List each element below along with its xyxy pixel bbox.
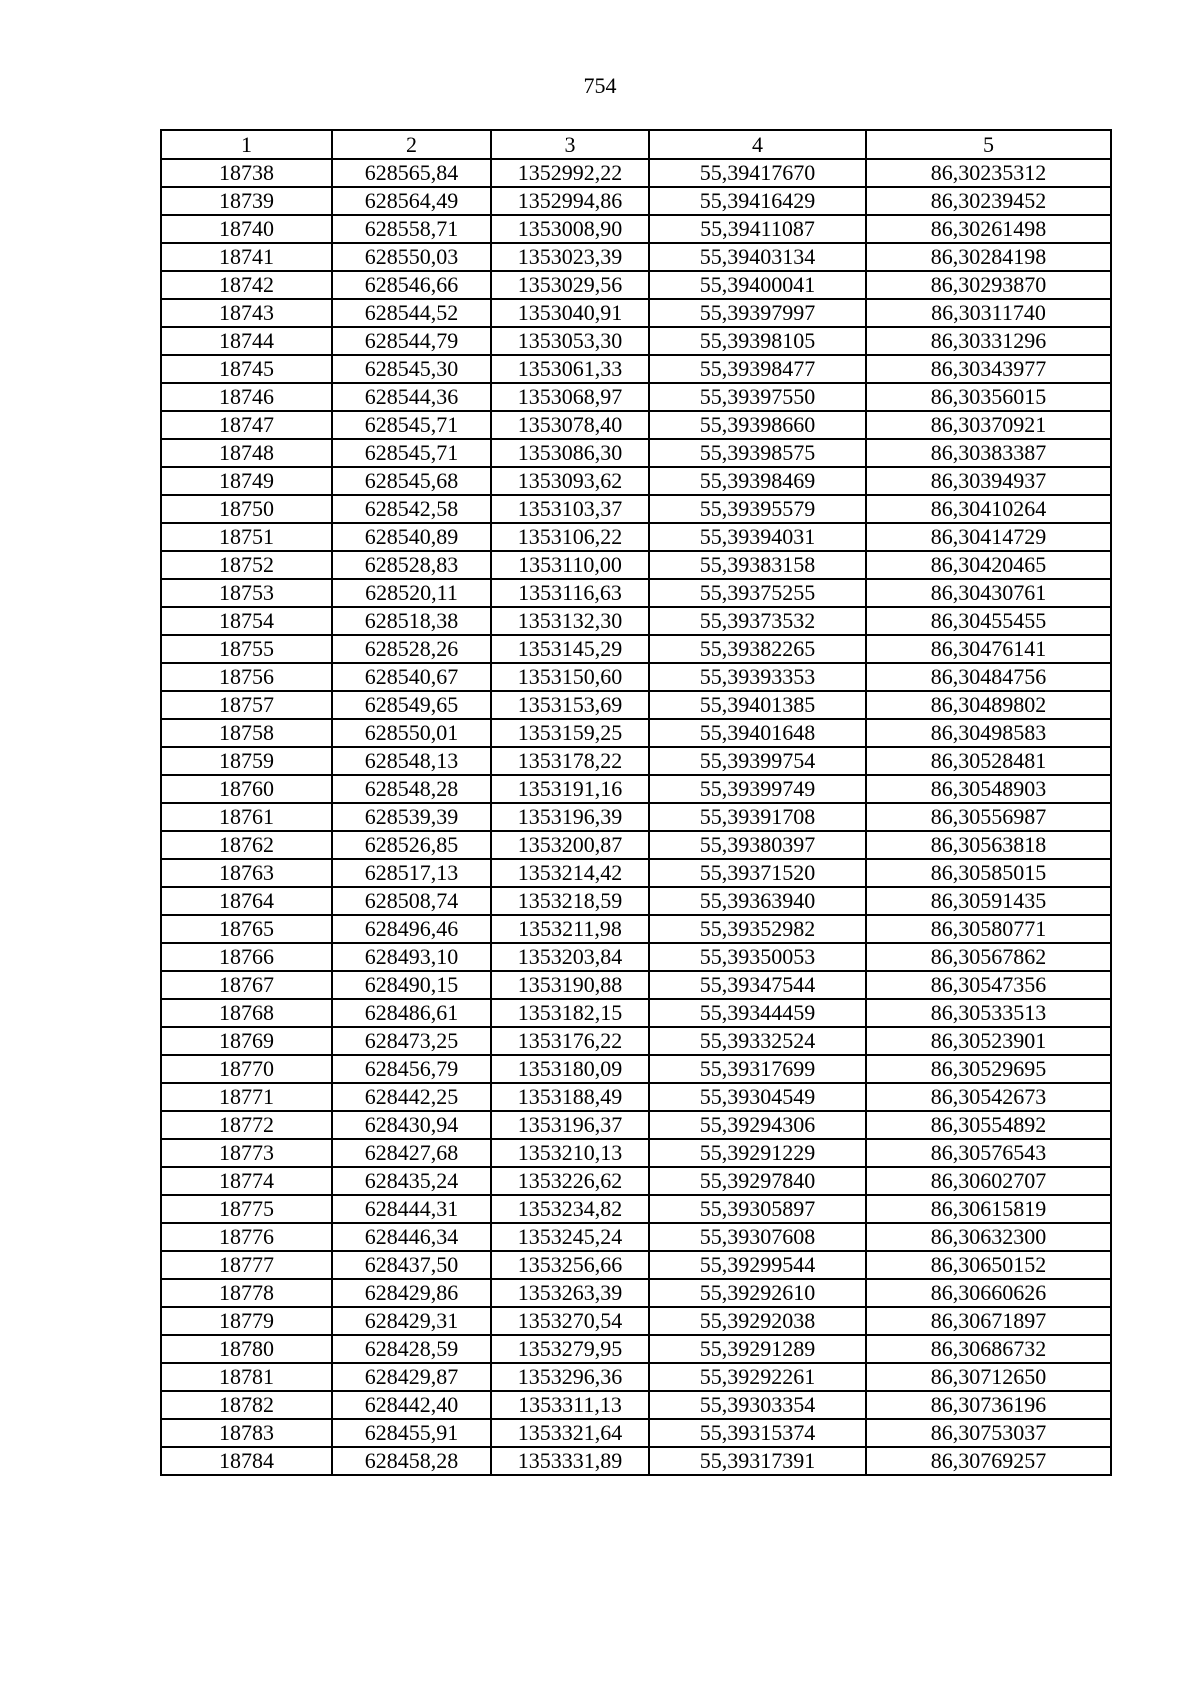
table-cell-col-5: 86,30383387 (866, 439, 1111, 467)
table-cell-col-5: 86,30410264 (866, 495, 1111, 523)
table-row (161, 915, 1111, 943)
table-cell-col-2: 628528,83 (332, 551, 491, 579)
table-cell-col-5: 86,30484756 (866, 663, 1111, 691)
table-cell-col-1: 18762 (161, 831, 332, 859)
table-cell-col-3: 1353068,97 (491, 383, 649, 411)
table-cell-col-4: 55,39403134 (649, 243, 866, 271)
table-cell-col-1: 18743 (161, 299, 332, 327)
table-cell-col-2: 628428,59 (332, 1335, 491, 1363)
table-cell-col-3: 1353210,13 (491, 1139, 649, 1167)
table-row (161, 1167, 1111, 1195)
table-cell-col-3: 1353263,39 (491, 1279, 649, 1307)
table-cell-col-5: 86,30556987 (866, 803, 1111, 831)
table-cell-col-2: 628545,71 (332, 411, 491, 439)
table-row (161, 439, 1111, 467)
table-cell-col-5: 86,30548903 (866, 775, 1111, 803)
table-cell-col-4: 55,39332524 (649, 1027, 866, 1055)
table-cell-col-1: 18739 (161, 187, 332, 215)
table-cell-col-4: 55,39411087 (649, 215, 866, 243)
table-row (161, 243, 1111, 271)
table-cell-col-1: 18751 (161, 523, 332, 551)
table-cell-col-1: 18754 (161, 607, 332, 635)
table-cell-col-2: 628493,10 (332, 943, 491, 971)
table-cell-col-5: 86,30542673 (866, 1083, 1111, 1111)
table-cell-col-1: 18757 (161, 691, 332, 719)
table-cell-col-1: 18744 (161, 327, 332, 355)
table-body (161, 159, 1111, 1475)
table-cell-col-5: 86,30528481 (866, 747, 1111, 775)
table-row (161, 579, 1111, 607)
table-cell-col-1: 18772 (161, 1111, 332, 1139)
table-row (161, 551, 1111, 579)
table-cell-col-4: 55,39398477 (649, 355, 866, 383)
table-cell-col-4: 55,39291229 (649, 1139, 866, 1167)
table-cell-col-2: 628540,89 (332, 523, 491, 551)
table-cell-col-4: 55,39350053 (649, 943, 866, 971)
table-row (161, 1391, 1111, 1419)
table-cell-col-3: 1353226,62 (491, 1167, 649, 1195)
table-cell-col-3: 1353008,90 (491, 215, 649, 243)
table-cell-col-1: 18753 (161, 579, 332, 607)
table-cell-col-5: 86,30370921 (866, 411, 1111, 439)
table-cell-col-5: 86,30394937 (866, 467, 1111, 495)
table-cell-col-1: 18781 (161, 1363, 332, 1391)
table-cell-col-1: 18746 (161, 383, 332, 411)
table-cell-col-2: 628558,71 (332, 215, 491, 243)
table-row (161, 159, 1111, 187)
table-cell-col-4: 55,39292261 (649, 1363, 866, 1391)
table-row (161, 523, 1111, 551)
table-cell-col-2: 628442,25 (332, 1083, 491, 1111)
table-row (161, 663, 1111, 691)
table-cell-col-5: 86,30455455 (866, 607, 1111, 635)
table-cell-col-4: 55,39399749 (649, 775, 866, 803)
table-row (161, 999, 1111, 1027)
table-cell-col-1: 18773 (161, 1139, 332, 1167)
table-cell-col-5: 86,30261498 (866, 215, 1111, 243)
table-cell-col-1: 18738 (161, 159, 332, 187)
table-cell-col-1: 18756 (161, 663, 332, 691)
table-cell-col-4: 55,39303354 (649, 1391, 866, 1419)
table-cell-col-1: 18758 (161, 719, 332, 747)
table-cell-col-4: 55,39397550 (649, 383, 866, 411)
table-cell-col-3: 1353116,63 (491, 579, 649, 607)
table-cell-col-2: 628545,68 (332, 467, 491, 495)
table-cell-col-3: 1353086,30 (491, 439, 649, 467)
table-cell-col-5: 86,30523901 (866, 1027, 1111, 1055)
table-cell-col-3: 1353311,13 (491, 1391, 649, 1419)
table-cell-col-2: 628455,91 (332, 1419, 491, 1447)
table-cell-col-1: 18750 (161, 495, 332, 523)
table-cell-col-4: 55,39291289 (649, 1335, 866, 1363)
table-cell-col-4: 55,39398660 (649, 411, 866, 439)
table-cell-col-1: 18745 (161, 355, 332, 383)
table-cell-col-2: 628429,87 (332, 1363, 491, 1391)
table-cell-col-5: 86,30567862 (866, 943, 1111, 971)
table-cell-col-4: 55,39395579 (649, 495, 866, 523)
table-cell-col-4: 55,39315374 (649, 1419, 866, 1447)
table-row (161, 1447, 1111, 1475)
table-cell-col-1: 18782 (161, 1391, 332, 1419)
table-cell-col-2: 628528,26 (332, 635, 491, 663)
table-cell-col-1: 18766 (161, 943, 332, 971)
table-row (161, 971, 1111, 999)
table-cell-col-1: 18764 (161, 887, 332, 915)
table-cell-col-2: 628544,52 (332, 299, 491, 327)
table-cell-col-3: 1353182,15 (491, 999, 649, 1027)
table-cell-col-3: 1353234,82 (491, 1195, 649, 1223)
table-row (161, 1223, 1111, 1251)
table-cell-col-4: 55,39352982 (649, 915, 866, 943)
table-cell-col-2: 628548,13 (332, 747, 491, 775)
table-cell-col-4: 55,39394031 (649, 523, 866, 551)
table-cell-col-4: 55,39398105 (649, 327, 866, 355)
table-row (161, 1419, 1111, 1447)
column-header-2: 2 (332, 130, 491, 159)
table-cell-col-2: 628548,28 (332, 775, 491, 803)
table-cell-col-3: 1353321,64 (491, 1419, 649, 1447)
table-cell-col-2: 628526,85 (332, 831, 491, 859)
table-cell-col-4: 55,39391708 (649, 803, 866, 831)
column-header-4: 4 (649, 130, 866, 159)
table-cell-col-2: 628490,15 (332, 971, 491, 999)
table-cell-col-4: 55,39299544 (649, 1251, 866, 1279)
table-cell-col-1: 18775 (161, 1195, 332, 1223)
table-cell-col-5: 86,30753037 (866, 1419, 1111, 1447)
table-cell-col-3: 1353103,37 (491, 495, 649, 523)
table-cell-col-2: 628427,68 (332, 1139, 491, 1167)
table-row (161, 943, 1111, 971)
table-row (161, 1251, 1111, 1279)
table-cell-col-2: 628544,36 (332, 383, 491, 411)
table-cell-col-2: 628520,11 (332, 579, 491, 607)
table-cell-col-5: 86,30671897 (866, 1307, 1111, 1335)
table-cell-col-4: 55,39317391 (649, 1447, 866, 1475)
table-cell-col-5: 86,30554892 (866, 1111, 1111, 1139)
table-cell-col-2: 628435,24 (332, 1167, 491, 1195)
table-cell-col-3: 1353270,54 (491, 1307, 649, 1335)
table-row (161, 327, 1111, 355)
table-cell-col-5: 86,30311740 (866, 299, 1111, 327)
table-cell-col-5: 86,30235312 (866, 159, 1111, 187)
table-row (161, 1307, 1111, 1335)
table-cell-col-1: 18740 (161, 215, 332, 243)
table-cell-col-5: 86,30563818 (866, 831, 1111, 859)
table-row (161, 719, 1111, 747)
table-cell-col-5: 86,30476141 (866, 635, 1111, 663)
table-cell-col-3: 1353214,42 (491, 859, 649, 887)
table-cell-col-4: 55,39294306 (649, 1111, 866, 1139)
table-cell-col-2: 628444,31 (332, 1195, 491, 1223)
table-cell-col-4: 55,39416429 (649, 187, 866, 215)
column-header-1: 1 (161, 130, 332, 159)
table-row (161, 467, 1111, 495)
table-cell-col-5: 86,30615819 (866, 1195, 1111, 1223)
table-cell-col-5: 86,30533513 (866, 999, 1111, 1027)
table-cell-col-2: 628508,74 (332, 887, 491, 915)
table-cell-col-3: 1353150,60 (491, 663, 649, 691)
table-cell-col-2: 628549,65 (332, 691, 491, 719)
table-cell-col-2: 628564,49 (332, 187, 491, 215)
table-cell-col-4: 55,39317699 (649, 1055, 866, 1083)
table-row (161, 747, 1111, 775)
table-cell-col-5: 86,30712650 (866, 1363, 1111, 1391)
table-cell-col-1: 18778 (161, 1279, 332, 1307)
table-cell-col-3: 1353211,98 (491, 915, 649, 943)
table-cell-col-5: 86,30343977 (866, 355, 1111, 383)
table-row (161, 495, 1111, 523)
table-cell-col-1: 18749 (161, 467, 332, 495)
table-row (161, 887, 1111, 915)
table-cell-col-3: 1353180,09 (491, 1055, 649, 1083)
table-cell-col-1: 18771 (161, 1083, 332, 1111)
table-cell-col-3: 1353245,24 (491, 1223, 649, 1251)
table-cell-col-2: 628429,86 (332, 1279, 491, 1307)
table-cell-col-3: 1353196,39 (491, 803, 649, 831)
table-cell-col-2: 628565,84 (332, 159, 491, 187)
table-cell-col-1: 18760 (161, 775, 332, 803)
table-cell-col-1: 18752 (161, 551, 332, 579)
table-cell-col-1: 18741 (161, 243, 332, 271)
table-cell-col-5: 86,30239452 (866, 187, 1111, 215)
table-cell-col-4: 55,39401648 (649, 719, 866, 747)
table-row (161, 383, 1111, 411)
table-cell-col-3: 1353023,39 (491, 243, 649, 271)
table-cell-col-3: 1353093,62 (491, 467, 649, 495)
table-cell-col-5: 86,30660626 (866, 1279, 1111, 1307)
table-cell-col-4: 55,39399754 (649, 747, 866, 775)
table-cell-col-3: 1353061,33 (491, 355, 649, 383)
table-cell-col-2: 628540,67 (332, 663, 491, 691)
column-header-5: 5 (866, 130, 1111, 159)
table-row (161, 775, 1111, 803)
table-cell-col-3: 1353256,66 (491, 1251, 649, 1279)
table-cell-col-2: 628446,34 (332, 1223, 491, 1251)
table-cell-col-3: 1353203,84 (491, 943, 649, 971)
table-cell-col-4: 55,39398575 (649, 439, 866, 467)
table-cell-col-4: 55,39292038 (649, 1307, 866, 1335)
table-cell-col-1: 18779 (161, 1307, 332, 1335)
table-row (161, 1139, 1111, 1167)
column-header-3: 3 (491, 130, 649, 159)
table-cell-col-2: 628458,28 (332, 1447, 491, 1475)
table-cell-col-2: 628429,31 (332, 1307, 491, 1335)
table-cell-col-1: 18761 (161, 803, 332, 831)
coordinates-table (160, 129, 1112, 1476)
table-cell-col-4: 55,39304549 (649, 1083, 866, 1111)
table-cell-col-2: 628486,61 (332, 999, 491, 1027)
table-row (161, 831, 1111, 859)
table-cell-col-5: 86,30632300 (866, 1223, 1111, 1251)
table-row (161, 1027, 1111, 1055)
table-cell-col-2: 628539,39 (332, 803, 491, 831)
table-cell-col-1: 18783 (161, 1419, 332, 1447)
table-cell-col-2: 628546,66 (332, 271, 491, 299)
table-header (161, 130, 1111, 159)
table-cell-col-5: 86,30591435 (866, 887, 1111, 915)
table-cell-col-1: 18777 (161, 1251, 332, 1279)
table-cell-col-3: 1353279,95 (491, 1335, 649, 1363)
table-cell-col-4: 55,39400041 (649, 271, 866, 299)
table-cell-col-1: 18763 (161, 859, 332, 887)
table-row (161, 187, 1111, 215)
table-cell-col-2: 628545,71 (332, 439, 491, 467)
table-row (161, 355, 1111, 383)
table-cell-col-3: 1353106,22 (491, 523, 649, 551)
table-row (161, 1195, 1111, 1223)
table-cell-col-5: 86,30489802 (866, 691, 1111, 719)
table-cell-col-3: 1353153,69 (491, 691, 649, 719)
table-cell-col-4: 55,39307608 (649, 1223, 866, 1251)
table-cell-col-3: 1353196,37 (491, 1111, 649, 1139)
table-cell-col-4: 55,39363940 (649, 887, 866, 915)
table-row (161, 1363, 1111, 1391)
table-row (161, 803, 1111, 831)
table-cell-col-4: 55,39375255 (649, 579, 866, 607)
table-cell-col-4: 55,39397997 (649, 299, 866, 327)
table-cell-col-2: 628544,79 (332, 327, 491, 355)
table-cell-col-5: 86,30650152 (866, 1251, 1111, 1279)
table-cell-col-3: 1353159,25 (491, 719, 649, 747)
table-cell-col-2: 628542,58 (332, 495, 491, 523)
table-cell-col-5: 86,30293870 (866, 271, 1111, 299)
table-cell-col-2: 628456,79 (332, 1055, 491, 1083)
table-row (161, 1335, 1111, 1363)
table-row (161, 299, 1111, 327)
table-cell-col-4: 55,39401385 (649, 691, 866, 719)
table-cell-col-3: 1353145,29 (491, 635, 649, 663)
table-row (161, 1055, 1111, 1083)
table-cell-col-1: 18747 (161, 411, 332, 439)
table-cell-col-3: 1353110,00 (491, 551, 649, 579)
table-cell-col-1: 18784 (161, 1447, 332, 1475)
table-cell-col-4: 55,39371520 (649, 859, 866, 887)
table-cell-col-3: 1352994,86 (491, 187, 649, 215)
table-cell-col-2: 628550,03 (332, 243, 491, 271)
table-cell-col-5: 86,30769257 (866, 1447, 1111, 1475)
table-cell-col-5: 86,30585015 (866, 859, 1111, 887)
table-cell-col-5: 86,30547356 (866, 971, 1111, 999)
table-cell-col-4: 55,39297840 (649, 1167, 866, 1195)
table-cell-col-1: 18748 (161, 439, 332, 467)
table-cell-col-5: 86,30576543 (866, 1139, 1111, 1167)
table-cell-col-5: 86,30430761 (866, 579, 1111, 607)
table-cell-col-3: 1353053,30 (491, 327, 649, 355)
table-cell-col-3: 1353190,88 (491, 971, 649, 999)
table-cell-col-4: 55,39417670 (649, 159, 866, 187)
table-cell-col-4: 55,39347544 (649, 971, 866, 999)
table-cell-col-5: 86,30498583 (866, 719, 1111, 747)
table-cell-col-1: 18765 (161, 915, 332, 943)
table-row (161, 1111, 1111, 1139)
table-cell-col-1: 18774 (161, 1167, 332, 1195)
table-cell-col-1: 18759 (161, 747, 332, 775)
table-cell-col-4: 55,39373532 (649, 607, 866, 635)
table-cell-col-2: 628496,46 (332, 915, 491, 943)
table-cell-col-5: 86,30331296 (866, 327, 1111, 355)
table-row (161, 1083, 1111, 1111)
table-cell-col-3: 1353176,22 (491, 1027, 649, 1055)
table-cell-col-2: 628517,13 (332, 859, 491, 887)
table-cell-col-3: 1353191,16 (491, 775, 649, 803)
table-cell-col-5: 86,30284198 (866, 243, 1111, 271)
table-cell-col-5: 86,30420465 (866, 551, 1111, 579)
table-cell-col-2: 628518,38 (332, 607, 491, 635)
table-cell-col-1: 18776 (161, 1223, 332, 1251)
table-row (161, 635, 1111, 663)
page-number: 754 (583, 73, 617, 98)
table-cell-col-3: 1353296,36 (491, 1363, 649, 1391)
table-cell-col-3: 1352992,22 (491, 159, 649, 187)
table-cell-col-1: 18755 (161, 635, 332, 663)
table-cell-col-2: 628550,01 (332, 719, 491, 747)
table-cell-col-4: 55,39305897 (649, 1195, 866, 1223)
table-row (161, 271, 1111, 299)
table-cell-col-5: 86,30602707 (866, 1167, 1111, 1195)
table-cell-col-3: 1353178,22 (491, 747, 649, 775)
table-cell-col-1: 18767 (161, 971, 332, 999)
table-row (161, 411, 1111, 439)
table-cell-col-3: 1353078,40 (491, 411, 649, 439)
table-row (161, 691, 1111, 719)
table-cell-col-4: 55,39398469 (649, 467, 866, 495)
table-cell-col-1: 18780 (161, 1335, 332, 1363)
table-cell-col-1: 18769 (161, 1027, 332, 1055)
table-row (161, 607, 1111, 635)
table-cell-col-3: 1353029,56 (491, 271, 649, 299)
table-cell-col-4: 55,39344459 (649, 999, 866, 1027)
table-cell-col-2: 628545,30 (332, 355, 491, 383)
table-cell-col-5: 86,30356015 (866, 383, 1111, 411)
table-cell-col-4: 55,39380397 (649, 831, 866, 859)
table-cell-col-2: 628473,25 (332, 1027, 491, 1055)
table-cell-col-1: 18770 (161, 1055, 332, 1083)
table-cell-col-1: 18742 (161, 271, 332, 299)
table-cell-col-3: 1353218,59 (491, 887, 649, 915)
table-row (161, 1279, 1111, 1307)
table-cell-col-2: 628437,50 (332, 1251, 491, 1279)
table-cell-col-3: 1353188,49 (491, 1083, 649, 1111)
table-cell-col-2: 628442,40 (332, 1391, 491, 1419)
table-cell-col-3: 1353331,89 (491, 1447, 649, 1475)
table-cell-col-4: 55,39383158 (649, 551, 866, 579)
table-cell-col-4: 55,39382265 (649, 635, 866, 663)
table-cell-col-5: 86,30736196 (866, 1391, 1111, 1419)
table-cell-col-3: 1353132,30 (491, 607, 649, 635)
table-cell-col-3: 1353040,91 (491, 299, 649, 327)
table-cell-col-1: 18768 (161, 999, 332, 1027)
table-cell-col-5: 86,30580771 (866, 915, 1111, 943)
table-row (161, 215, 1111, 243)
table-cell-col-5: 86,30686732 (866, 1335, 1111, 1363)
table-cell-col-5: 86,30529695 (866, 1055, 1111, 1083)
table-cell-col-2: 628430,94 (332, 1111, 491, 1139)
table-row (161, 859, 1111, 887)
header-row (161, 130, 1111, 159)
table-cell-col-4: 55,39393353 (649, 663, 866, 691)
table-cell-col-4: 55,39292610 (649, 1279, 866, 1307)
table-cell-col-5: 86,30414729 (866, 523, 1111, 551)
table-cell-col-3: 1353200,87 (491, 831, 649, 859)
